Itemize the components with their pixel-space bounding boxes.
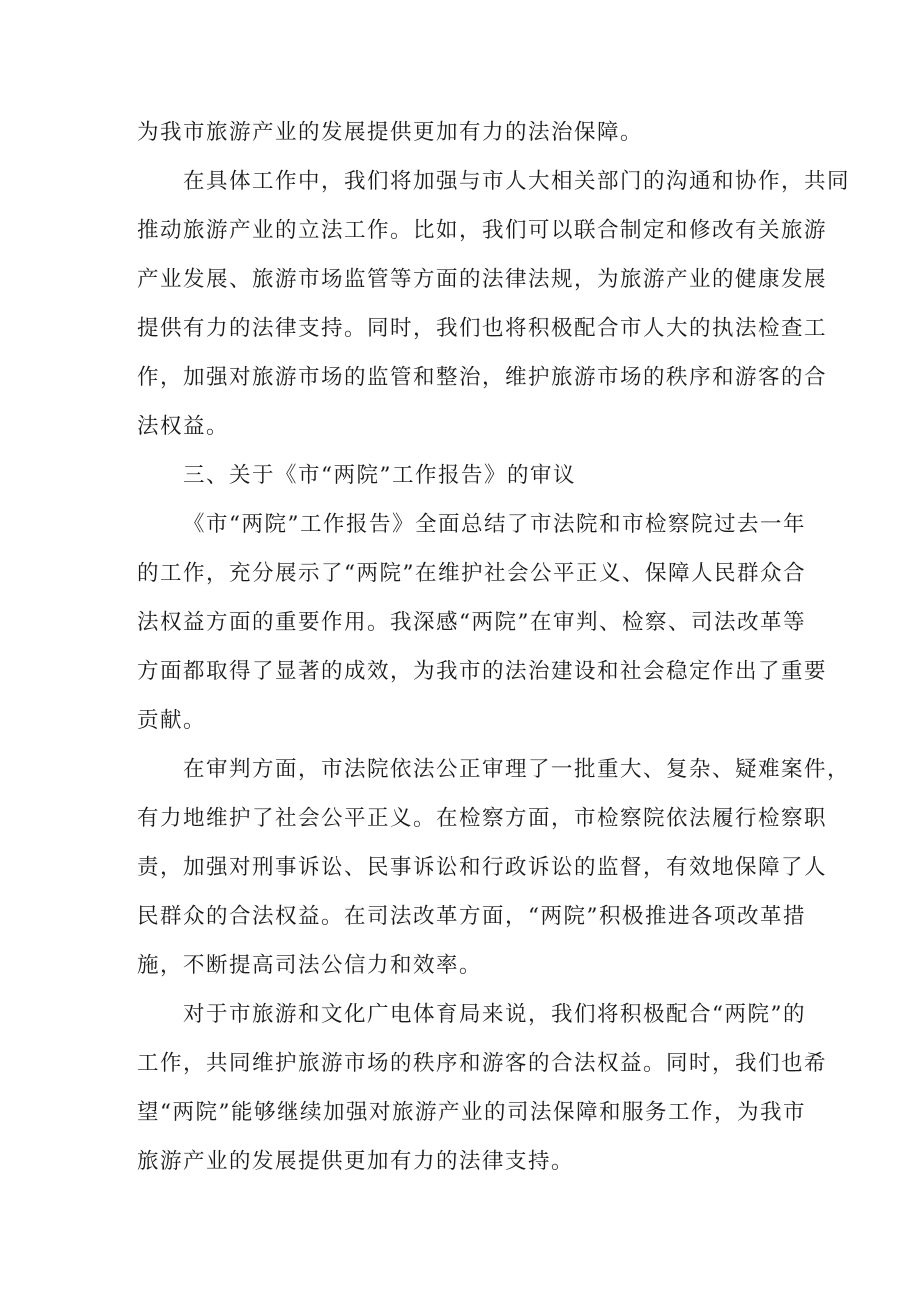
text-line: 施，不断提高司法公信力和效率。 [137, 953, 483, 978]
text-line: 对于市旅游和文化广电体育局来说，我们将积极配合“两院”的 [183, 1002, 806, 1027]
text-line: 贡献。 [137, 708, 207, 733]
section-heading-text: 三、关于《市“两院”工作报告》的审议 [183, 463, 576, 488]
text-line: 为我市旅游产业的发展提供更加有力的法治保障。 [137, 120, 644, 145]
text-line: 方面都取得了显著的成效，为我市的法治建设和社会稳定作出了重要 [137, 659, 828, 684]
text-line: 在审判方面，市法院依法公正审理了一批重大、复杂、疑难案件， [183, 757, 851, 782]
text-line: 有力地维护了社会公平正义。在检察方面，市检察院依法履行检察职 [137, 806, 828, 831]
paragraph-continuation [137, 108, 791, 157]
text-line: 责，加强对刑事诉讼、民事诉讼和行政诉讼的监督，有效地保障了人 [137, 855, 828, 880]
text-line: 的工作，充分展示了“两院”在维护社会公平正义、保障人民群众合 [137, 561, 806, 586]
text-line: 在具体工作中，我们将加强与市人大相关部门的沟通和协作，共同 [183, 169, 851, 194]
text-line: 《市“两院”工作报告》全面总结了市法院和市检察院过去一年 [183, 512, 806, 537]
document-body [137, 108, 851, 1186]
text-line: 旅游产业的发展提供更加有力的法律支持。 [137, 1149, 575, 1174]
paragraph-report-summary [137, 500, 828, 745]
paragraph-trial-procuratorial [137, 745, 851, 990]
text-line: 提供有力的法律支持。同时，我们也将积极配合市人大的执法检查工 [137, 316, 828, 341]
text-line: 作，加强对旅游市场的监管和整治，维护旅游市场的秩序和游客的合 [137, 365, 828, 390]
text-line: 法权益。 [137, 414, 230, 439]
text-line: 推动旅游产业的立法工作。比如，我们可以联合制定和修改有关旅游 [137, 218, 828, 243]
paragraph-legislation-cooperation [137, 157, 851, 451]
text-line: 产业发展、旅游市场监管等方面的法律法规，为旅游产业的健康发展 [137, 267, 828, 292]
text-line: 民群众的合法权益。在司法改革方面，“两院”积极推进各项改革措 [137, 904, 806, 929]
text-line: 望“两院”能够继续加强对旅游产业的司法保障和服务工作，为我市 [137, 1100, 806, 1125]
text-line: 工作，共同维护旅游市场的秩序和游客的合法权益。同时，我们也希 [137, 1051, 828, 1076]
text-line: 法权益方面的重要作用。我深感“两院”在审判、检察、司法改革等 [137, 610, 806, 635]
paragraph-tourism-bureau [137, 990, 828, 1186]
section-heading [137, 451, 791, 500]
